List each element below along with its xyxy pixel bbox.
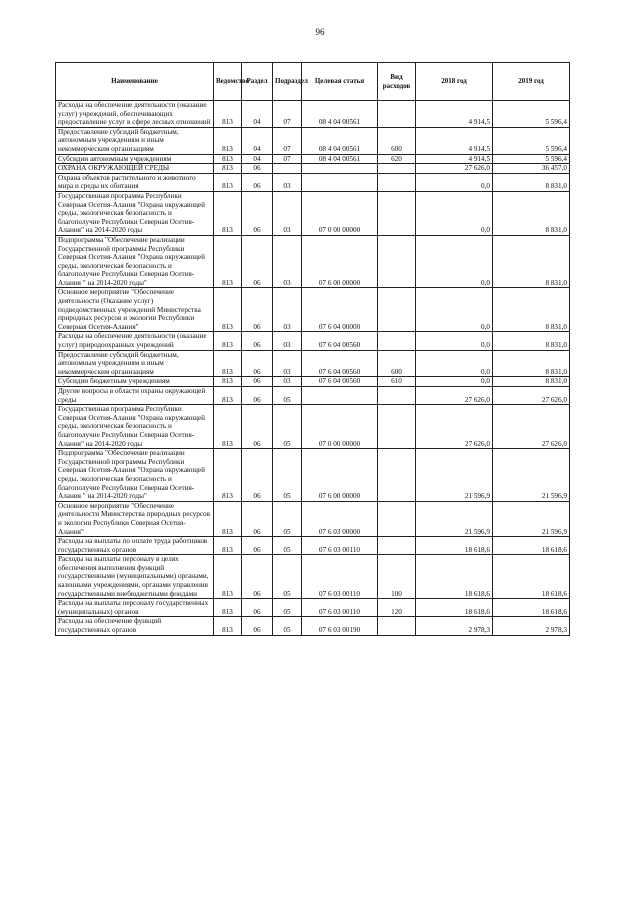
cell-y2018: 27 626,0 <box>416 405 493 449</box>
cell-y2019: 8 831,0 <box>493 191 570 235</box>
cell-y2018: 0,0 <box>416 350 493 377</box>
cell-section: 06 <box>242 617 273 635</box>
cell-y2018: 4 914,5 <box>416 127 493 154</box>
cell-name: Субсидии бюджетным учреждениям <box>56 377 214 387</box>
cell-ministry: 813 <box>214 501 242 536</box>
col-header-2018: 2018 год <box>416 63 493 101</box>
cell-subsection: 05 <box>273 599 302 617</box>
cell-y2018: 0,0 <box>416 235 493 288</box>
cell-subsection: 05 <box>273 405 302 449</box>
cell-target: 07 6 03 00110 <box>302 599 378 617</box>
cell-expense-type <box>378 449 416 502</box>
cell-target: 08 4 04 00561 <box>302 101 378 128</box>
table-row <box>56 191 570 235</box>
cell-expense-type <box>378 173 416 191</box>
cell-target: 07 6 03 00190 <box>302 617 378 635</box>
col-header-expense-type: Вид расходов <box>378 63 416 101</box>
cell-ministry: 813 <box>214 101 242 128</box>
cell-name: Расходы на выплаты по оплате труда работников государственных органов <box>56 537 214 555</box>
table-row <box>56 101 570 128</box>
cell-target: 08 4 04 00561 <box>302 127 378 154</box>
cell-name: Государственная программа Республики Северная Осетия-Алания "Охрана окружающей среды, экологическая безопасность и благополучие Республики Северная Осетия-Алания" на 2014-2020 годы <box>56 191 214 235</box>
cell-expense-type <box>378 501 416 536</box>
cell-y2019: 21 596,9 <box>493 449 570 502</box>
cell-target: 07 6 00 00000 <box>302 235 378 288</box>
cell-y2019: 8 831,0 <box>493 288 570 332</box>
cell-subsection <box>273 164 302 174</box>
cell-expense-type <box>378 332 416 350</box>
cell-name: Подпрограмма "Обеспечение реализации Государственной программы Республики Северная Осетия-Алания "Охрана окружающей среды, экологическая безопасность и благополучие Республики Северная Осетия-Алания " на 2014-2020 годы" <box>56 235 214 288</box>
cell-subsection: 03 <box>273 350 302 377</box>
cell-ministry: 813 <box>214 191 242 235</box>
cell-ministry: 813 <box>214 173 242 191</box>
cell-name: Основное мероприятие "Обеспечение деятельности (Оказание услуг) подведомственных учреждений Министерства природных ресурсов и экологии Республики Северная Осетия-Алания" <box>56 288 214 332</box>
cell-target: 07 6 04 00000 <box>302 288 378 332</box>
cell-target: 08 4 04 00561 <box>302 154 378 164</box>
cell-y2018: 0,0 <box>416 288 493 332</box>
cell-section: 06 <box>242 449 273 502</box>
cell-expense-type <box>378 387 416 405</box>
cell-name: Расходы на выплаты персоналу в целях обеспечения выполнения функций государственными (муниципальными) органами, казенными учреждениями, органами управления государственными внебюджетными фондами <box>56 555 214 599</box>
budget-table <box>55 62 570 636</box>
cell-y2019: 18 618,6 <box>493 555 570 599</box>
table-row <box>56 387 570 405</box>
cell-section: 06 <box>242 377 273 387</box>
cell-ministry: 813 <box>214 537 242 555</box>
cell-expense-type: 600 <box>378 350 416 377</box>
cell-target: 07 0 00 00000 <box>302 191 378 235</box>
cell-name: Подпрограмма "Обеспечение реализации Государственной программы Республики Северная Осетия-Алания "Охрана окружающей среды, экологическая безопасность и благополучие Республики Северная Осетия-Алания " на 2014-2020 годы" <box>56 449 214 502</box>
cell-subsection: 05 <box>273 387 302 405</box>
cell-name: Расходы на выплаты персоналу государственных (муниципальных) органов <box>56 599 214 617</box>
cell-y2018: 18 618,6 <box>416 537 493 555</box>
cell-y2018: 21 596,9 <box>416 449 493 502</box>
cell-expense-type <box>378 288 416 332</box>
cell-ministry: 813 <box>214 164 242 174</box>
table-row <box>56 555 570 599</box>
table-row <box>56 350 570 377</box>
table-row <box>56 127 570 154</box>
cell-ministry: 813 <box>214 387 242 405</box>
cell-target: 07 6 04 00560 <box>302 350 378 377</box>
cell-name: Расходы на обеспечение деятельности (оказание услуг) природоохранных учреждений <box>56 332 214 350</box>
cell-ministry: 813 <box>214 405 242 449</box>
cell-y2018: 27 626,0 <box>416 387 493 405</box>
cell-expense-type <box>378 235 416 288</box>
table-row <box>56 377 570 387</box>
cell-subsection: 05 <box>273 537 302 555</box>
cell-y2018: 18 618,6 <box>416 599 493 617</box>
cell-section: 06 <box>242 555 273 599</box>
cell-subsection: 05 <box>273 617 302 635</box>
cell-ministry: 813 <box>214 599 242 617</box>
cell-y2018: 0,0 <box>416 332 493 350</box>
cell-target <box>302 387 378 405</box>
cell-ministry: 813 <box>214 377 242 387</box>
cell-name: Охрана объектов растительного и животного мира и среды их обитания <box>56 173 214 191</box>
col-header-section: Раздел <box>242 63 273 101</box>
cell-section: 06 <box>242 164 273 174</box>
cell-target: 07 6 04 00560 <box>302 332 378 350</box>
cell-target: 07 0 00 00000 <box>302 405 378 449</box>
table-row <box>56 332 570 350</box>
cell-section: 06 <box>242 173 273 191</box>
cell-y2018: 27 626,0 <box>416 164 493 174</box>
col-header-ministry: Ведомство <box>214 63 242 101</box>
cell-ministry: 813 <box>214 449 242 502</box>
cell-subsection: 03 <box>273 191 302 235</box>
cell-expense-type: 610 <box>378 377 416 387</box>
cell-expense-type <box>378 537 416 555</box>
cell-subsection: 03 <box>273 377 302 387</box>
cell-y2019: 2 978,3 <box>493 617 570 635</box>
cell-section: 06 <box>242 191 273 235</box>
cell-target: 07 6 03 00110 <box>302 555 378 599</box>
cell-expense-type <box>378 617 416 635</box>
cell-section: 06 <box>242 288 273 332</box>
cell-expense-type <box>378 101 416 128</box>
cell-y2019: 8 831,0 <box>493 173 570 191</box>
page-number: 96 <box>315 27 325 37</box>
cell-y2019: 5 596,4 <box>493 101 570 128</box>
cell-y2019: 27 626,0 <box>493 387 570 405</box>
cell-name: Другие вопросы в области охраны окружающей среды <box>56 387 214 405</box>
table-row <box>56 537 570 555</box>
cell-y2018: 4 914,5 <box>416 154 493 164</box>
cell-target: 07 6 03 00000 <box>302 501 378 536</box>
cell-section: 06 <box>242 537 273 555</box>
cell-section: 04 <box>242 127 273 154</box>
cell-subsection: 05 <box>273 555 302 599</box>
cell-name: Субсидии автономным учреждениям <box>56 154 214 164</box>
cell-expense-type: 100 <box>378 555 416 599</box>
table-row <box>56 617 570 635</box>
cell-y2019: 8 831,0 <box>493 235 570 288</box>
table-row <box>56 235 570 288</box>
col-header-2019: 2019 год <box>493 63 570 101</box>
col-header-target: Целевая статья <box>302 63 378 101</box>
col-header-subsection: Подраздел <box>273 63 302 101</box>
cell-target: 07 6 03 00110 <box>302 537 378 555</box>
cell-section: 06 <box>242 235 273 288</box>
table-row <box>56 599 570 617</box>
cell-y2019: 8 831,0 <box>493 350 570 377</box>
cell-subsection: 07 <box>273 154 302 164</box>
cell-ministry: 813 <box>214 127 242 154</box>
table-body <box>56 101 570 636</box>
cell-ministry: 813 <box>214 617 242 635</box>
cell-section: 06 <box>242 405 273 449</box>
cell-section: 06 <box>242 599 273 617</box>
cell-y2018: 18 618,6 <box>416 555 493 599</box>
cell-y2019: 27 626,0 <box>493 405 570 449</box>
cell-expense-type <box>378 164 416 174</box>
cell-y2019: 18 618,6 <box>493 537 570 555</box>
cell-subsection: 03 <box>273 235 302 288</box>
table-row <box>56 164 570 174</box>
cell-y2019: 8 831,0 <box>493 332 570 350</box>
table-row <box>56 405 570 449</box>
table-row <box>56 173 570 191</box>
cell-section: 06 <box>242 387 273 405</box>
cell-subsection: 03 <box>273 332 302 350</box>
cell-expense-type <box>378 191 416 235</box>
cell-ministry: 813 <box>214 555 242 599</box>
cell-section: 06 <box>242 332 273 350</box>
cell-target: 07 6 00 00000 <box>302 449 378 502</box>
cell-section: 06 <box>242 350 273 377</box>
cell-expense-type: 620 <box>378 154 416 164</box>
cell-name: Предоставление субсидий бюджетным, автономным учреждениям и иным некоммерческим организациям <box>56 127 214 154</box>
cell-section: 04 <box>242 101 273 128</box>
table-row <box>56 501 570 536</box>
cell-name: Расходы на обеспечение функций государственных органов <box>56 617 214 635</box>
cell-y2019: 21 596,9 <box>493 501 570 536</box>
cell-subsection: 07 <box>273 101 302 128</box>
cell-section: 04 <box>242 154 273 164</box>
cell-y2018: 0,0 <box>416 173 493 191</box>
cell-target <box>302 164 378 174</box>
cell-y2018: 21 596,9 <box>416 501 493 536</box>
table-row <box>56 449 570 502</box>
cell-subsection: 05 <box>273 449 302 502</box>
cell-y2019: 8 831,0 <box>493 377 570 387</box>
cell-name: Предоставление субсидий бюджетным, автономным учреждениям и иным некоммерческим организациям <box>56 350 214 377</box>
table-row <box>56 288 570 332</box>
cell-y2019: 5 596,4 <box>493 154 570 164</box>
col-header-name: Наименование <box>56 63 214 101</box>
cell-name: Расходы на обеспечение деятельности (оказание услуг) учреждений, обеспечивающих предоставление услуг в сфере лесных отношений <box>56 101 214 128</box>
cell-y2018: 0,0 <box>416 191 493 235</box>
cell-ministry: 813 <box>214 235 242 288</box>
cell-ministry: 813 <box>214 154 242 164</box>
cell-target: 07 6 04 00560 <box>302 377 378 387</box>
cell-ministry: 813 <box>214 332 242 350</box>
cell-expense-type <box>378 405 416 449</box>
cell-subsection: 03 <box>273 288 302 332</box>
cell-subsection: 03 <box>273 173 302 191</box>
cell-expense-type: 120 <box>378 599 416 617</box>
cell-subsection: 05 <box>273 501 302 536</box>
cell-ministry: 813 <box>214 350 242 377</box>
cell-name: Государственная программа Республики Северная Осетия-Алания "Охрана окружающей среды, экологическая безопасность и благополучие Республики Северная Осетия-Алания" на 2014-2020 годы <box>56 405 214 449</box>
table-header-row <box>56 63 570 101</box>
cell-ministry: 813 <box>214 288 242 332</box>
cell-target <box>302 173 378 191</box>
cell-name: ОХРАНА ОКРУЖАЮЩЕЙ СРЕДЫ <box>56 164 214 174</box>
cell-section: 06 <box>242 501 273 536</box>
cell-y2019: 36 457,0 <box>493 164 570 174</box>
cell-expense-type: 600 <box>378 127 416 154</box>
cell-y2018: 4 914,5 <box>416 101 493 128</box>
cell-y2018: 2 978,3 <box>416 617 493 635</box>
table-row <box>56 154 570 164</box>
cell-subsection: 07 <box>273 127 302 154</box>
cell-y2019: 5 596,4 <box>493 127 570 154</box>
cell-name: Основное мероприятие "Обеспечение деятельности Министерства природных ресурсов и экологии Республики Северная Осетия-Алания" <box>56 501 214 536</box>
cell-y2018: 0,0 <box>416 377 493 387</box>
cell-y2019: 18 618,6 <box>493 599 570 617</box>
